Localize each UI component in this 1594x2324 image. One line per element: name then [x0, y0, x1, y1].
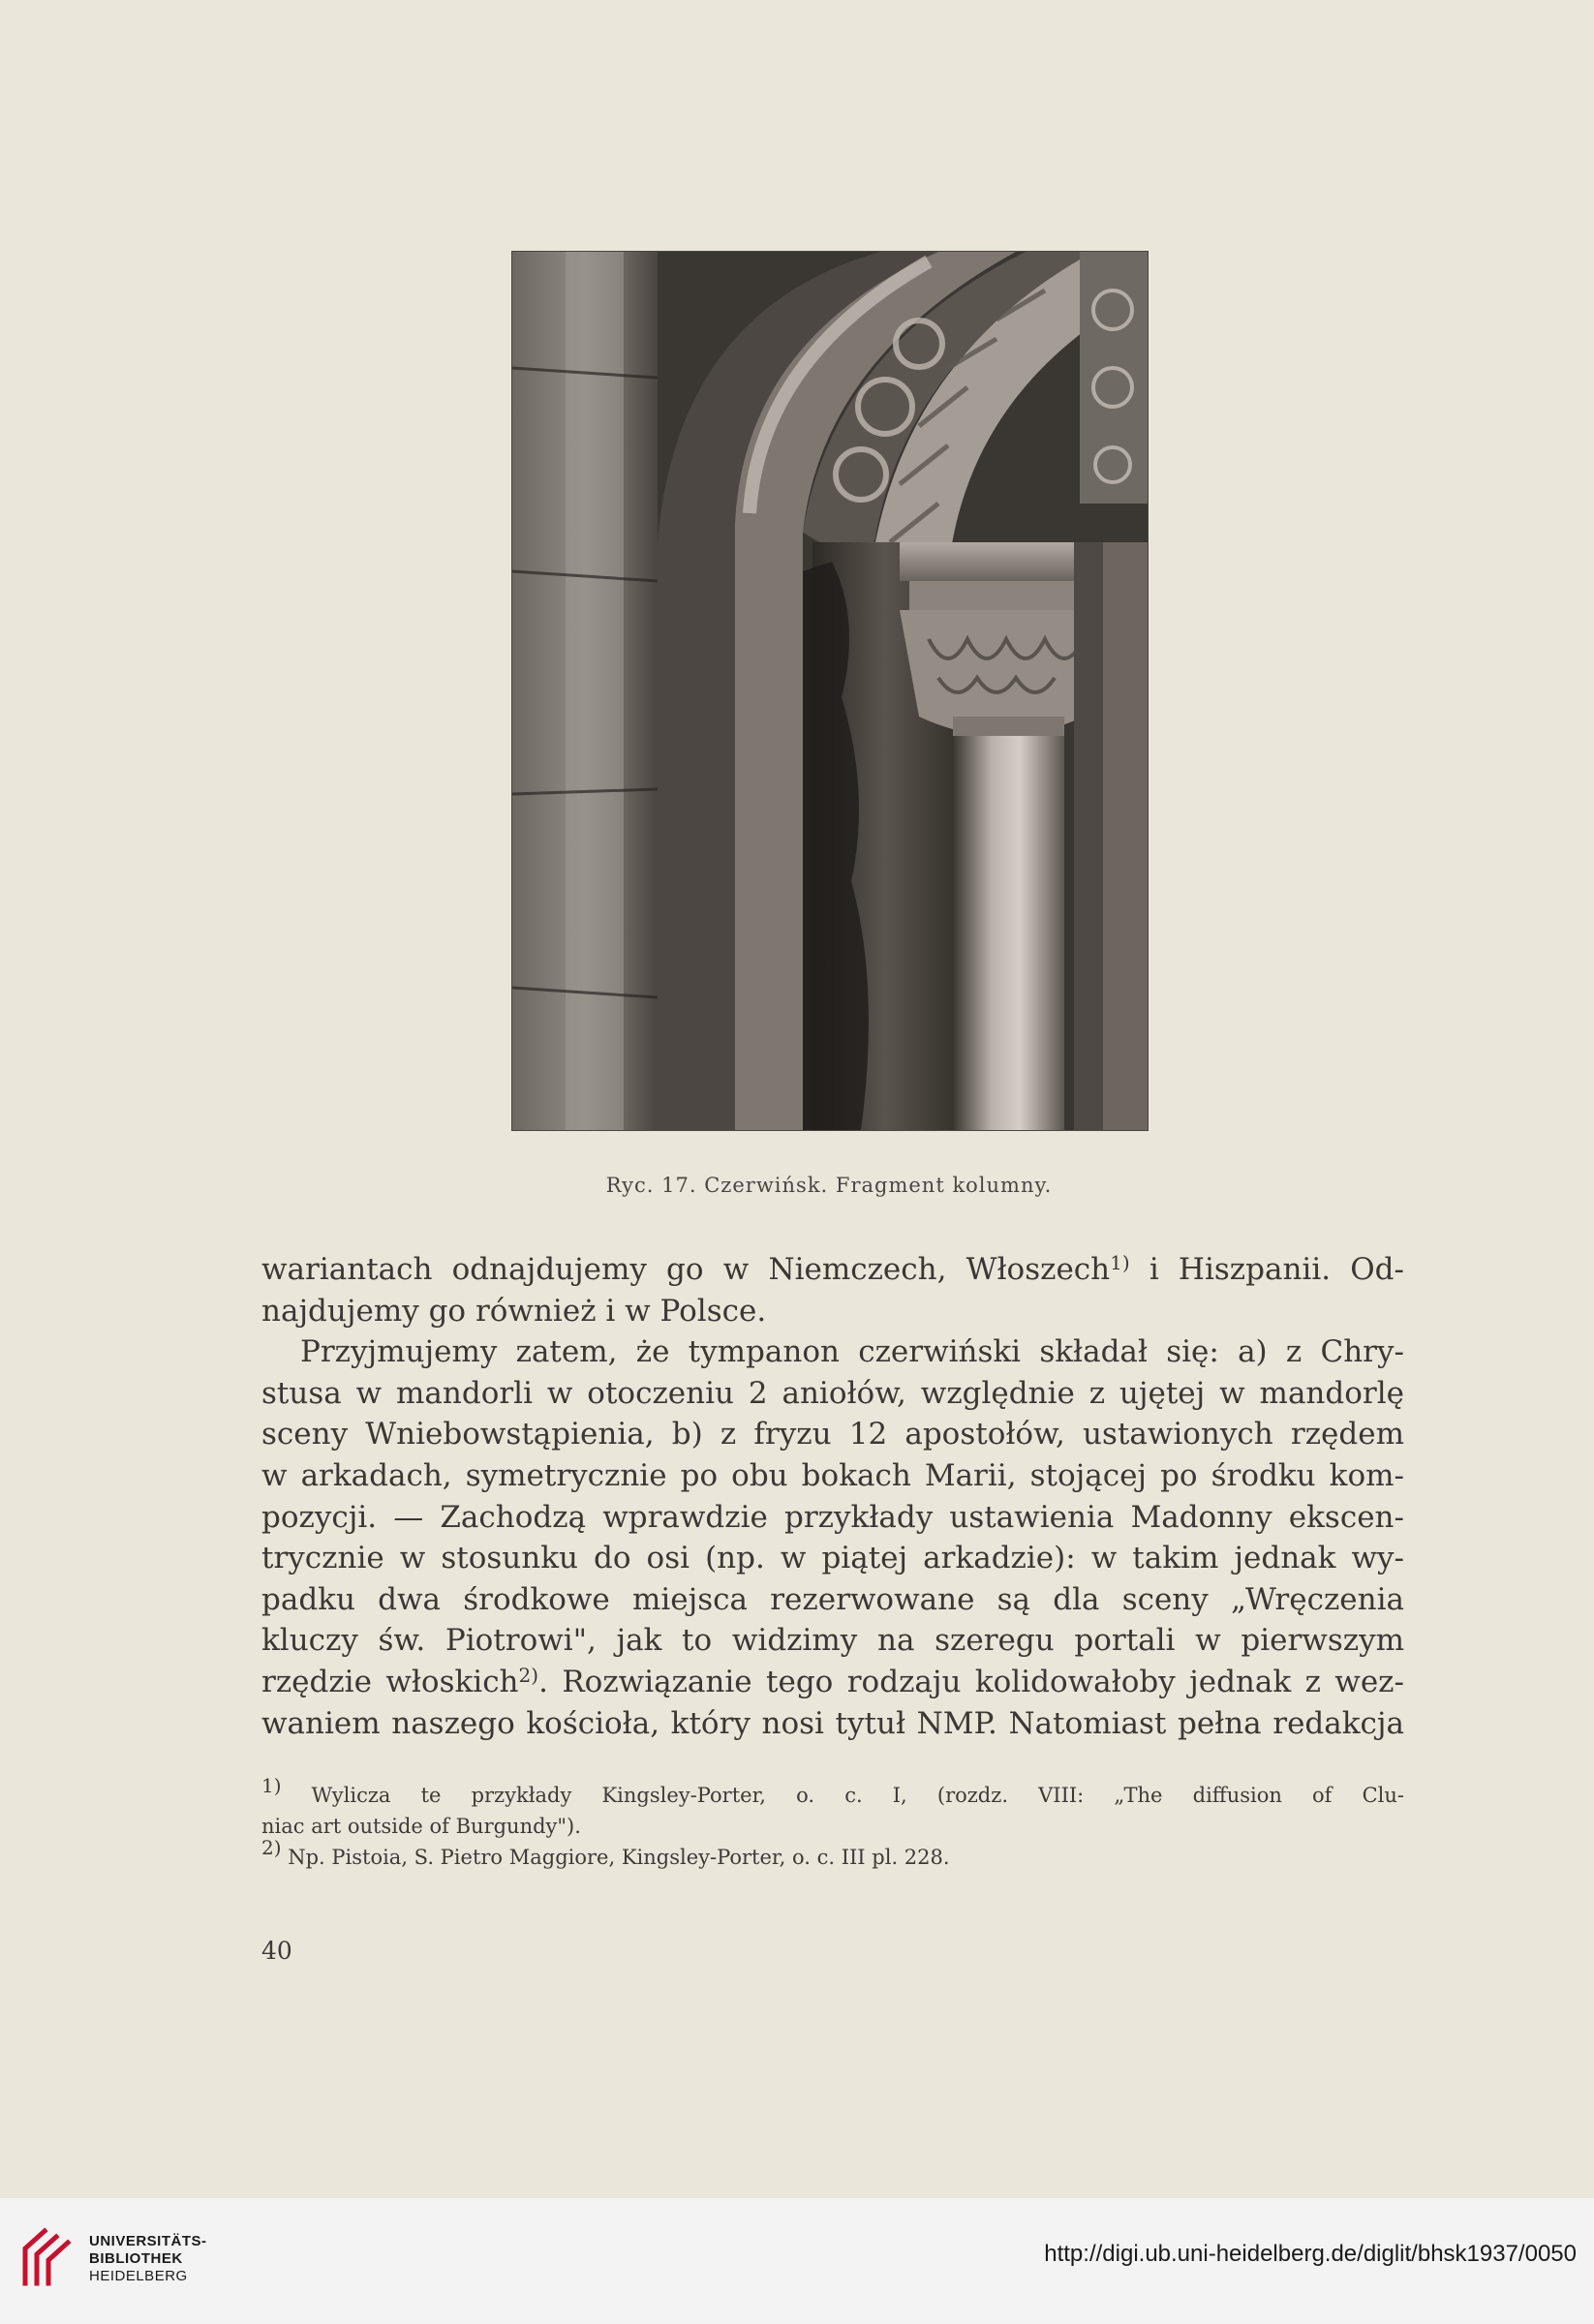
footnotes [261, 1774, 1404, 1873]
footnote-1-text: Wylicza te przykłady Kingsley-Porter, o. c. I, (rozdz. VIII: „The diffusion of Clu- [311, 1784, 1404, 1807]
text-line-11-start: rzędzie włoskich [261, 1664, 519, 1699]
text-line [261, 1662, 1404, 1703]
footnote-2-text: Np. Pistoia, S. Pietro Maggiore, Kingsley-Porter, o. c. III pl. 228. [288, 1846, 950, 1869]
text-line: Przyjmujemy zatem, że tympanon czerwiński składał się: a) z Chry- [300, 1334, 1404, 1370]
footnote-ref: 1) [1110, 1251, 1130, 1274]
page-number: 40 [261, 1937, 292, 1965]
text-line: najdujemy go również i w Polsce. [261, 1293, 767, 1329]
library-name-line-3: HEIDELBERG [89, 2268, 188, 2284]
text-line-11-end: . Rozwiązanie tego rodzaju kolidowałoby jednak z wez- [538, 1664, 1404, 1699]
footnote-1 [261, 1774, 1404, 1811]
footnote-mark: 2) [261, 1836, 282, 1859]
digitization-footer [0, 2198, 1594, 2324]
library-name-line-2: BIBLIOTHEK [89, 2250, 183, 2267]
figure-caption: Ryc. 17. Czerwińsk. Fragment kolumny. [605, 1174, 1053, 1197]
footnote-mark: 1) [261, 1774, 282, 1797]
text-line: kluczy św. Piotrowi", jak to widzimy na szeregu portali w pierwszym [261, 1623, 1404, 1659]
text-line: waniem naszego kościoła, który nosi tytuł NMP. Natomiast pełna redakcja [261, 1705, 1404, 1741]
footnote-1-continuation: niac art outside of Burgundy"). [261, 1815, 581, 1838]
library-logo-icon [17, 2221, 81, 2291]
text-line: trycznie w stosunku do osi (np. w piątej arkadzie): w takim jednak wy- [261, 1541, 1404, 1576]
library-name [89, 2233, 207, 2285]
library-name-line-1: UNIVERSITÄTS- [89, 2233, 207, 2249]
text-line: w arkadach, symetrycznie po obu bokach Marii, stojącej po środku kom- [261, 1457, 1404, 1493]
footnote-2 [261, 1836, 1404, 1873]
column-fragment-photo [511, 251, 1149, 1131]
footnote-ref: 2) [518, 1663, 539, 1687]
text-line [261, 1249, 1404, 1291]
text-line-1-start: wariantach odnajdujemy go w Niemczech, Włoszech [261, 1252, 1111, 1287]
source-url-link[interactable]: http://digi.ub.uni-heidelberg.de/diglit/bhsk1937/0050 [1044, 2241, 1577, 2267]
text-line-1-end: i Hiszpanii. Od- [1129, 1252, 1404, 1287]
text-line: stusa w mandorli w otoczeniu 2 aniołów, względnie z ujętej w mandorlę [261, 1375, 1404, 1411]
text-line: padku dwa środkowe miejsca rezerwowane są dla sceny „Wręczenia [261, 1581, 1404, 1617]
body-text [261, 1249, 1404, 1744]
text-line: pozycji. — Zachodzą wprawdzie przykłady ustawienia Madonny ekscen- [261, 1499, 1404, 1535]
text-line: sceny Wniebowstąpienia, b) z fryzu 12 apostołów, ustawionych rzędem [261, 1417, 1404, 1452]
photo-illustration [512, 252, 1148, 1130]
